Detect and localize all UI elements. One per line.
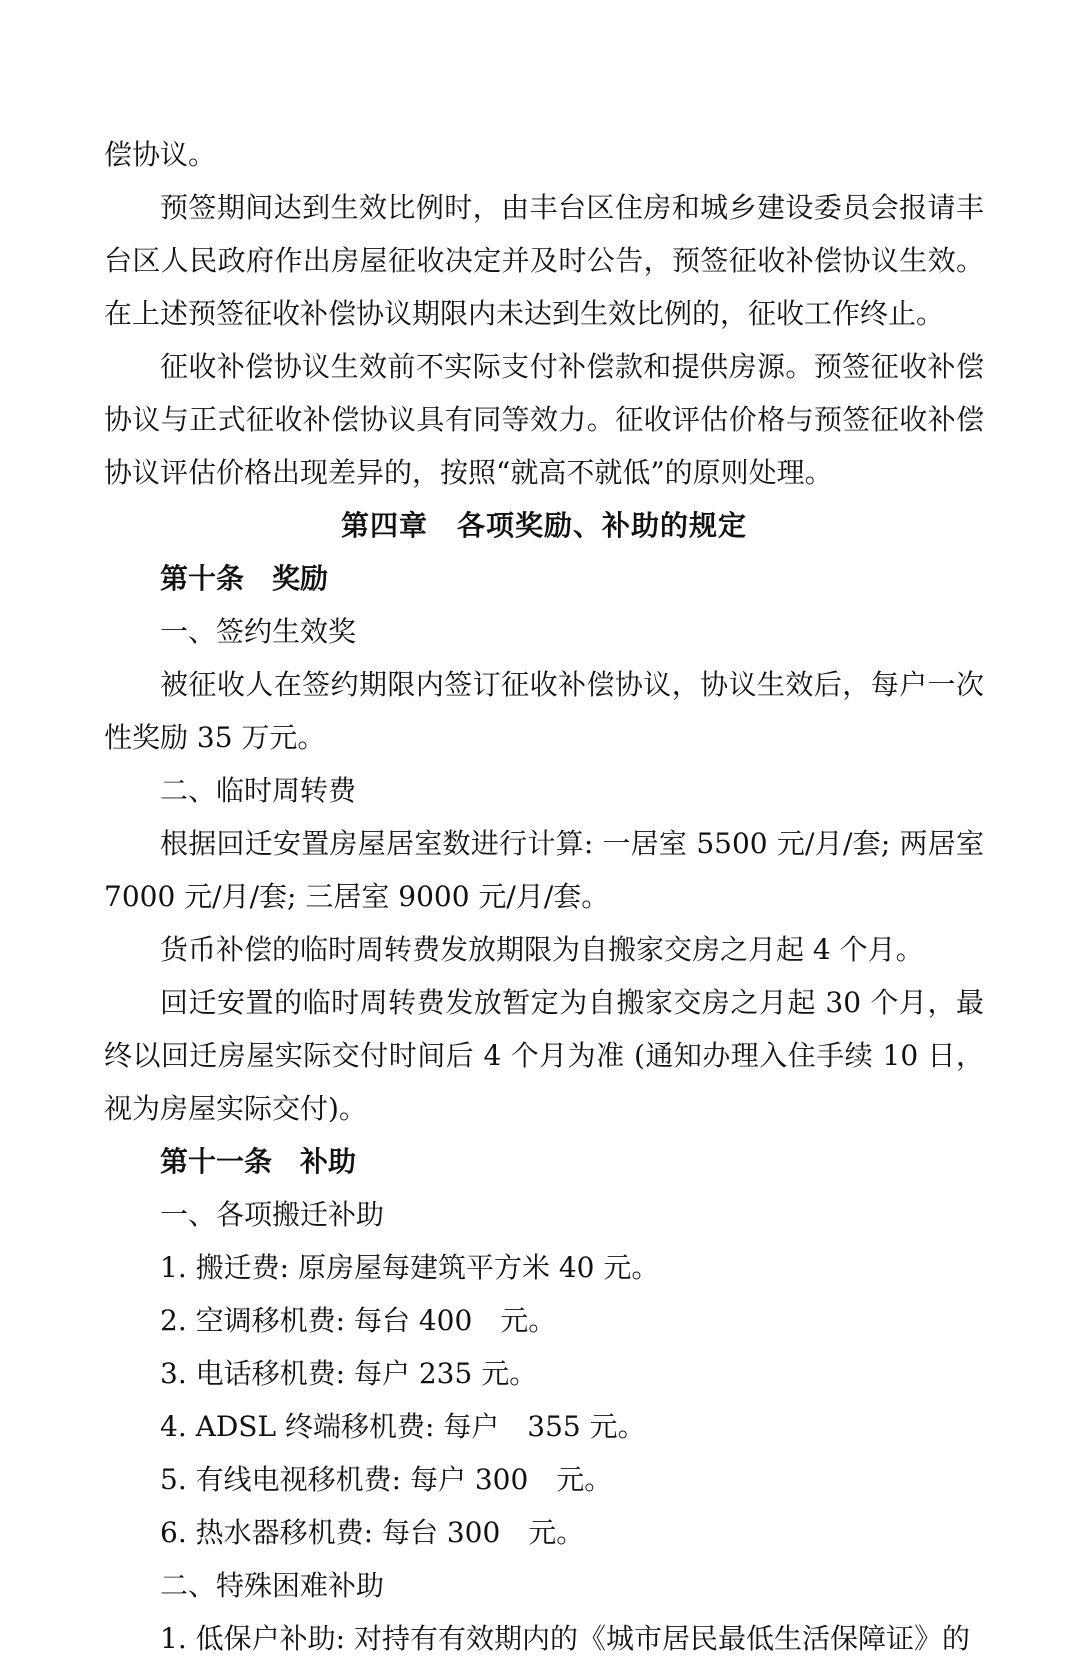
list-item-ac-relocation-fee: 2. 空调移机费: 每台 400 元。 xyxy=(160,1304,557,1337)
list-item-adsl-relocation-fee: 4. ADSL 终端移机费: 每户 355 元。 xyxy=(160,1410,646,1443)
article-11-section-1-title: 一、各项搬迁补助 xyxy=(160,1198,385,1231)
paragraph-agreement-validity: 征收补偿协议生效前不实际支付补偿款和提供房源。预签征收补偿协议与正式征收补偿协议具有同等效力。征收评估价格与预签征收补偿协议评估价格出现差异的，按照“就高不就低”的原则处理。 xyxy=(104,350,984,489)
article-10-section-1-text: 被征收人在签约期限内签订征收补偿协议，协议生效后，每户一次性奖励 35 万元。 xyxy=(104,668,984,754)
article-11-section-2-title: 二、特殊困难补助 xyxy=(160,1569,385,1602)
chapter-title: 第四章 各项奖励、补助的规定 xyxy=(340,509,747,542)
list-item-water-heater-relocation-fee: 6. 热水器移机费: 每台 300 元。 xyxy=(160,1516,585,1549)
document-body xyxy=(104,128,984,1665)
list-item-low-income-subsidy: 1. 低保户补助: 对持有有效期内的《城市居民最低生活保障证》的 xyxy=(160,1622,970,1655)
article-10-section-2-title: 二、临时周转费 xyxy=(160,774,357,807)
article-10-section-1-title: 一、签约生效奖 xyxy=(160,615,357,648)
list-item-moving-fee: 1. 搬迁费: 原房屋每建筑平方米 40 元。 xyxy=(160,1251,660,1284)
article-10-section-2-text-1: 根据回迁安置房屋居室数进行计算: 一居室 5500 元/月/套; 两居室 7000 元/月/套; 三居室 9000 元/月/套。 xyxy=(104,827,984,913)
list-item-cable-tv-relocation-fee: 5. 有线电视移机费: 每户 300 元。 xyxy=(160,1463,613,1496)
article-11-title: 第十一条 补助 xyxy=(160,1145,357,1178)
article-10-title: 第十条 奖励 xyxy=(160,562,329,595)
article-10-section-2-text-3: 回迁安置的临时周转费发放暂定为自搬家交房之月起 30 个月，最终以回迁房屋实际交付时间后 4 个月为准 (通知办理入住手续 10 日，视为房屋实际交付)。 xyxy=(104,986,984,1125)
paragraph-presign-effect: 预签期间达到生效比例时，由丰台区住房和城乡建设委员会报请丰台区人民政府作出房屋征收决定并及时公告，预签征收补偿协议生效。在上述预签征收补偿协议期限内未达到生效比例的，征收工作终止。 xyxy=(104,191,984,330)
article-10-section-2-text-2: 货币补偿的临时周转费发放期限为自搬家交房之月起 4 个月。 xyxy=(160,933,924,966)
list-item-phone-relocation-fee: 3. 电话移机费: 每户 235 元。 xyxy=(160,1357,538,1390)
paragraph-continuation: 偿协议。 xyxy=(104,138,217,171)
